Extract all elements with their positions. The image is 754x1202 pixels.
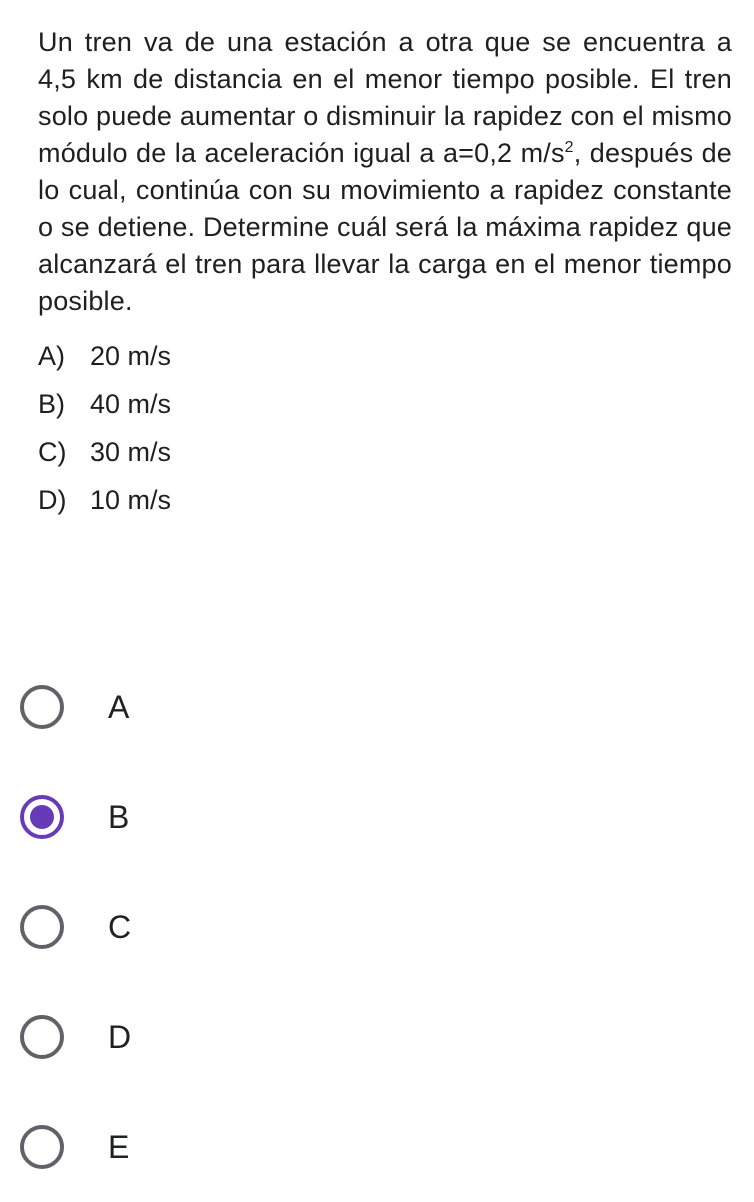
question-options	[38, 332, 732, 524]
option-letter: D)	[38, 485, 67, 515]
radio-button-e[interactable]	[20, 1125, 64, 1169]
answer-choice-d[interactable]	[20, 982, 720, 1092]
option-letter: C)	[38, 437, 67, 467]
question-option-c	[38, 428, 732, 476]
radio-button-c[interactable]	[20, 905, 64, 949]
answer-choice-e[interactable]	[20, 1092, 720, 1202]
answer-choice-a[interactable]	[20, 652, 720, 762]
question-exponent: 2	[564, 139, 574, 156]
answer-label: A	[108, 688, 130, 725]
question-option-d	[38, 476, 732, 524]
question-option-b	[38, 380, 732, 428]
answer-label: D	[108, 1018, 132, 1055]
question-option-a	[38, 332, 732, 380]
answer-label: B	[108, 798, 130, 835]
option-letter: A)	[38, 341, 65, 371]
option-value: 10 m/s	[90, 485, 172, 515]
option-value: 40 m/s	[90, 389, 172, 419]
question-text-part-1: Un tren va de una estación a otra que se encuentra a 4,5 km de distancia en el menor tiempo posible. El tren solo puede aumentar o disminuir la rapidez con el mismo módulo de la aceleración igual a a=0,2 m/s	[38, 27, 732, 168]
radio-button-a[interactable]	[20, 685, 64, 729]
answer-label: E	[108, 1128, 130, 1165]
answer-radio-group	[20, 652, 720, 1202]
answer-choice-b[interactable]	[20, 762, 720, 872]
option-value: 20 m/s	[90, 341, 172, 371]
answer-label: C	[108, 908, 132, 945]
option-value: 30 m/s	[90, 437, 172, 467]
question-text-part-2: , después de lo cual, continúa con su movimiento a rapidez constante o se detiene. Determine cuál será la máxima rapidez que alcanzará el tren para llevar la carga en el menor tiempo posible.	[38, 138, 732, 316]
option-letter: B)	[38, 389, 65, 419]
radio-button-b[interactable]	[20, 795, 64, 839]
question-block	[38, 24, 732, 524]
radio-button-d[interactable]	[20, 1015, 64, 1059]
question-text	[38, 24, 732, 320]
answer-choice-c[interactable]	[20, 872, 720, 982]
